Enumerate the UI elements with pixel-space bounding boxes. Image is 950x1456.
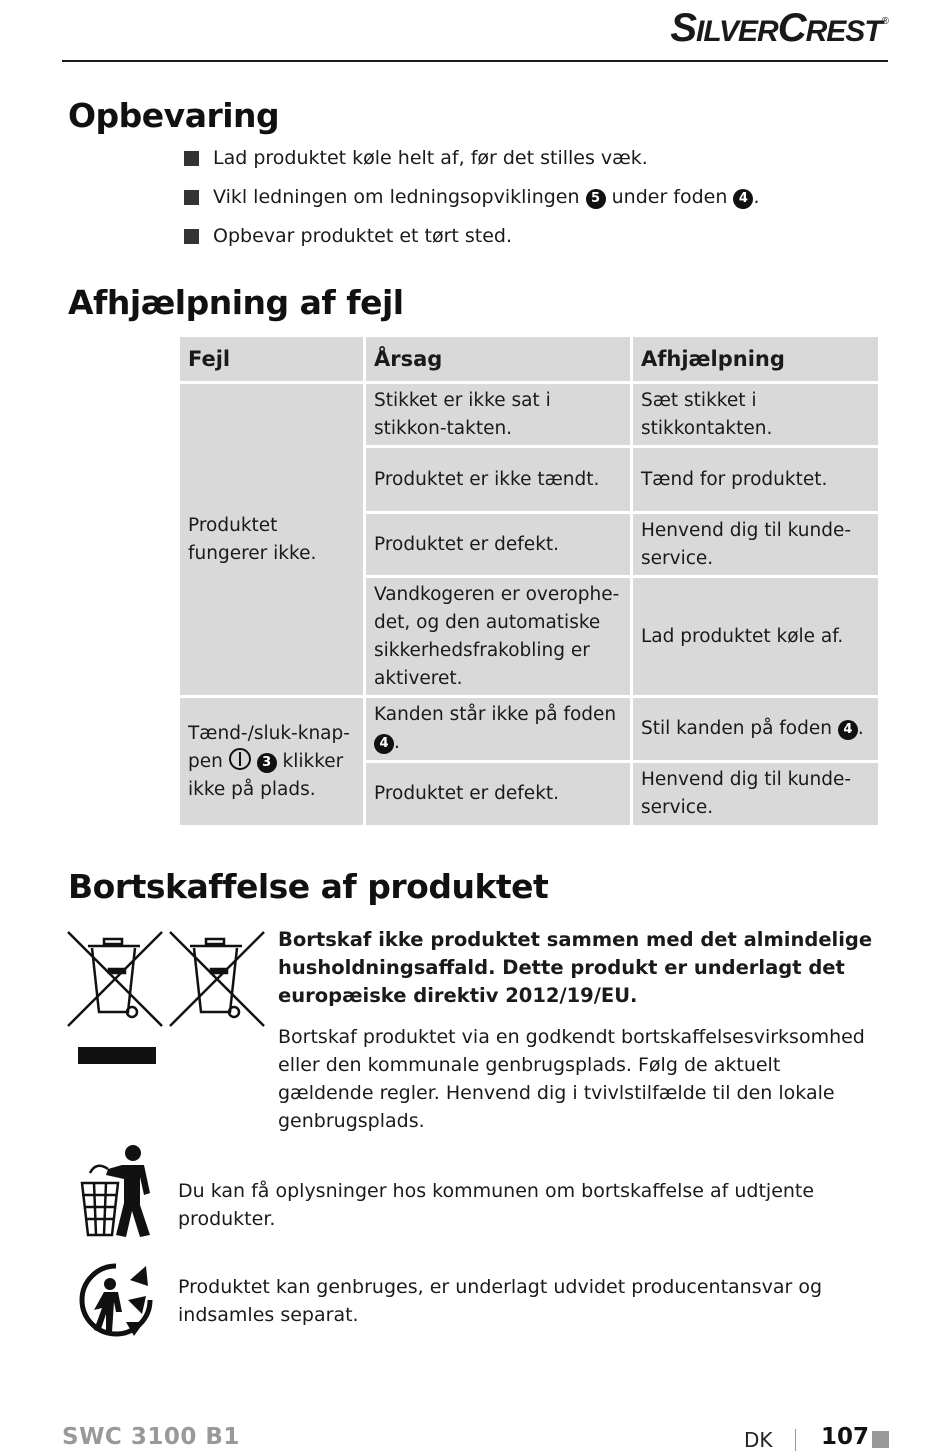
- disposal-warning: Bortskaf ikke produktet sammen med det almindelige husholdningsaffald. Dette produkt er underlagt det europæiske direktiv 2012/19/EU.: [278, 928, 873, 1007]
- bullet-square-icon: [184, 151, 199, 166]
- column-header-cause: Årsag: [366, 337, 630, 381]
- footer-separator: [795, 1429, 796, 1451]
- cause-cell: Produktet er ikke tændt.: [366, 448, 630, 511]
- part-number-badge: 3: [257, 753, 277, 773]
- cause-cell: Kanden står ikke på foden 4 .: [366, 698, 630, 760]
- storage-heading: Opbevaring: [68, 96, 280, 135]
- list-item: Vikl ledningen om ledningsopviklingen 5 under foden 4 .: [184, 183, 760, 222]
- storage-list: [184, 144, 760, 261]
- fault-cell: Tænd-/sluk-knap-pen 3 klikker ikke på plads.: [180, 698, 363, 825]
- remedy-cell: Tænd for produktet.: [633, 448, 878, 511]
- remedy-cell: Sæt stikket i stikkontakten.: [633, 384, 878, 445]
- disposal-paragraph: Bortskaf produktet via en godkendt bortskaffelsesvirksomhed eller den kommunale genbrugsplads. Følg de aktuelt gældende regler. Henvend dig i tvivlstilfælde til den lokale genbrugsplads.: [278, 1026, 865, 1132]
- triman-recycle-icon: [76, 1260, 158, 1340]
- cause-cell: Vandkogeren er overophe-det, og den automatiske sikkerhedsfrakobling er aktiveret.: [366, 578, 630, 695]
- crossed-bin-icon: [168, 930, 266, 1030]
- language-code: DK: [744, 1428, 773, 1452]
- part-number-badge: 4: [838, 720, 858, 740]
- recycle-text: Produktet kan genbruges, er underlagt udvidet producentansvar og indsamles separat.: [178, 1276, 823, 1326]
- crossed-bin-icon: [66, 930, 164, 1030]
- fault-cell: Produktet fungerer ikke.: [180, 384, 363, 695]
- weee-bar: [78, 1047, 156, 1064]
- litter-bin-icon: [78, 1143, 154, 1239]
- table-row: [180, 384, 878, 445]
- header-rule: [62, 60, 888, 62]
- remedy-cell: Stil kanden på foden 4 .: [633, 698, 878, 760]
- bullet-square-icon: [184, 229, 199, 244]
- table-header-row: [180, 337, 878, 381]
- page-number: 107: [821, 1424, 870, 1450]
- remedy-cell: Henvend dig til kunde-service.: [633, 514, 878, 575]
- cause-cell: Produktet er defekt.: [366, 514, 630, 575]
- troubleshooting-table: [177, 334, 881, 828]
- cause-cell: Stikket er ikke sat i stikkon-takten.: [366, 384, 630, 445]
- power-symbol-icon: [229, 748, 251, 770]
- cause-cell: Produktet er defekt.: [366, 763, 630, 825]
- part-number-badge: 5: [586, 189, 606, 209]
- brand-logo: SILVERCREST®: [670, 6, 888, 50]
- list-item: Lad produktet køle helt af, før det stilles væk.: [184, 144, 760, 183]
- disposal-heading: Bortskaffelse af produktet: [68, 867, 549, 906]
- part-number-badge: 4: [374, 734, 394, 754]
- bullet-square-icon: [184, 190, 199, 205]
- remedy-cell: Henvend dig til kunde-service.: [633, 763, 878, 825]
- column-header-fault: Fejl: [180, 337, 363, 381]
- remedy-cell: Lad produktet køle af.: [633, 578, 878, 695]
- table-row: [180, 698, 878, 760]
- footer-square-icon: [872, 1431, 889, 1448]
- column-header-remedy: Afhjælpning: [633, 337, 878, 381]
- part-number-badge: 4: [733, 189, 753, 209]
- info-text: Du kan få oplysninger hos kommunen om bortskaffelse af udtjente produkter.: [178, 1180, 815, 1230]
- list-item: Opbevar produktet et tørt sted.: [184, 222, 760, 261]
- troubleshooting-heading: Afhjælpning af fejl: [68, 283, 404, 322]
- model-number: SWC 3100 B1: [62, 1424, 240, 1450]
